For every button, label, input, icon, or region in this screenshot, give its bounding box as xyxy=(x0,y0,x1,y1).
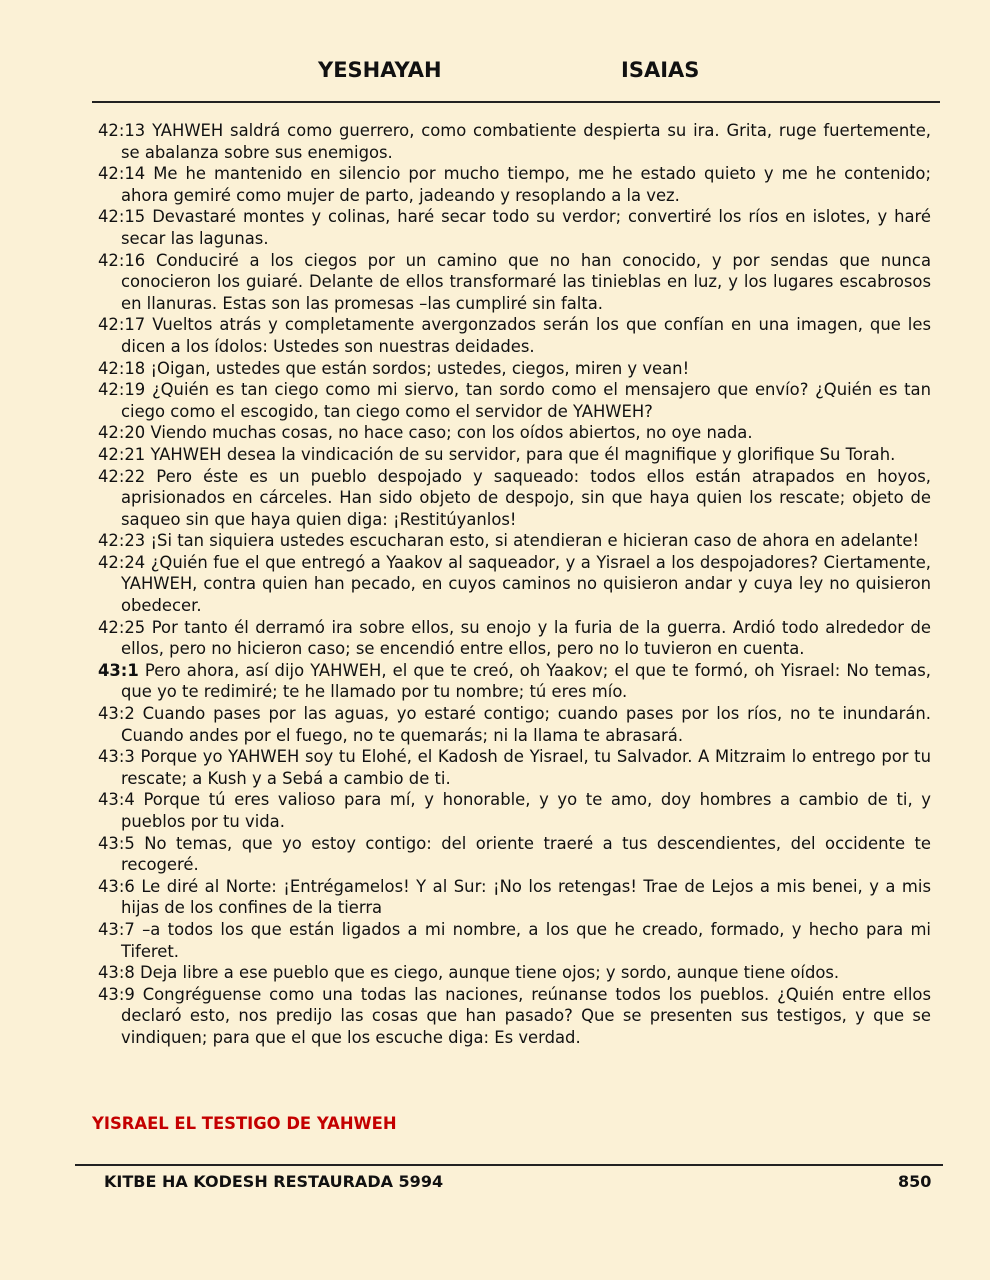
verse xyxy=(98,660,931,703)
verse xyxy=(98,422,931,444)
verse-number: 42:21 xyxy=(98,444,146,464)
verse-text: YAHWEH saldrá como guerrero, como combatiente despierta su ira. Grita, ruge fuertemente, se abalanza sobre sus enemigos. xyxy=(121,121,931,162)
verse xyxy=(98,919,931,962)
verse-number: 42:13 xyxy=(98,121,146,140)
verse-number: 42:16 xyxy=(98,250,146,270)
page-number: 850 xyxy=(898,1172,932,1191)
verse-number: 42:25 xyxy=(98,617,146,637)
verse-text: No temas, que yo estoy contigo: del oriente traeré a tus descendientes, del occidente te recogeré. xyxy=(121,833,931,875)
verse-text: Viendo muchas cosas, no hace caso; con los oídos abiertos, no oye nada. xyxy=(150,423,753,443)
verse-number: 42:20 xyxy=(98,423,146,443)
verse-text: –a todos los que están ligados a mi nombre, a los que he creado, formado, y hecho para mi Tiferet. xyxy=(121,919,931,961)
verse-number: 43:7 xyxy=(98,919,135,939)
verse-text: ¿Quién fue el que entregó a Yaakov al saqueador, y a Yisrael a los despojadores? Ciertamente, YAHWEH, contra quien han pecado, en cuyos caminos no quisieron andar y cuya ley no quisieron obedecer. xyxy=(121,552,931,616)
verse xyxy=(98,250,931,315)
verse-text: Le diré al Norte: ¡Entrégamelos! Y al Sur: ¡No los retengas! Trae de Lejos a mis benei, y a mis hijas de los confines de la tierra xyxy=(121,876,931,918)
verse-text: Congréguense como una todas las naciones, reúnanse todos los pueblos. ¿Quién entre ellos declaró esto, nos predijo las cosas que han pasado? Que se presenten sus testigos, y que se vindiquen; para que el que los escuche diga: Es verdad. xyxy=(121,984,931,1047)
verse xyxy=(98,444,931,466)
header-divider xyxy=(92,101,940,103)
verse-number: 42:24 xyxy=(98,552,146,572)
verse xyxy=(98,120,931,163)
verse xyxy=(98,703,931,746)
verse-number: 43:6 xyxy=(98,876,135,896)
header-book-hebrew: YESHAYAH xyxy=(318,58,442,82)
verse-number: 42:18 xyxy=(98,358,146,378)
verse xyxy=(98,358,931,380)
verse-text: Porque yo YAHWEH soy tu Elohé, el Kadosh de Yisrael, tu Salvador. A Mitzraim lo entrego por tu rescate; a Kush y a Sebá a cambio de ti. xyxy=(121,747,931,788)
verse xyxy=(98,530,931,552)
verse-number: 42:19 xyxy=(98,380,146,400)
footer-divider xyxy=(75,1164,943,1166)
verse xyxy=(98,379,931,422)
footer-title: KITBE HA KODESH RESTAURADA 5994 xyxy=(104,1172,444,1191)
verse-text: Vueltos atrás y completamente avergonzados serán los que confían en una imagen, que les dicen a los ídolos: Ustedes son nuestras deidades. xyxy=(121,315,931,356)
verse-text: Me he mantenido en silencio por mucho tiempo, me he estado quieto y me he contenido; ahora gemiré como mujer de parto, jadeando y resoplando a la vez. xyxy=(121,164,931,205)
verse xyxy=(98,314,931,357)
page-header xyxy=(0,58,990,90)
verse-number: 43:3 xyxy=(98,747,135,767)
verse xyxy=(98,163,931,206)
verse-text: YAHWEH desea la vindicación de su servidor, para que él magnifique y glorifique Su Torah. xyxy=(150,444,896,464)
verse-text: Por tanto él derramó ira sobre ellos, su enojo y la furia de la guerra. Ardió todo alrededor de ellos, pero no hicieron caso; se encendió entre ellos, pero no lo tuvieron en cuenta. xyxy=(121,617,931,659)
section-title: YISRAEL EL TESTIGO DE YAHWEH xyxy=(92,1114,397,1133)
header-book-spanish: ISAIAS xyxy=(621,58,700,82)
verse-text: Pero ahora, así dijo YAHWEH, el que te creó, oh Yaakov; el que te formó, oh Yisrael: No temas, que yo te redimiré; te he llamado por tu nombre; tú eres mío. xyxy=(121,660,931,702)
verse-text: Conduciré a los ciegos por un camino que no han conocido, y por sendas que nunca conocieron los guiaré. Delante de ellos transformaré las tinieblas en luz, y los lugares escabrosos en llanuras. Estas son las promesas –las cumpliré sin falta. xyxy=(121,250,931,313)
verse xyxy=(98,833,931,876)
verse-text: ¿Quién es tan ciego como mi siervo, tan sordo como el mensajero que envío? ¿Quién es tan ciego como el escogido, tan ciego como el servidor de YAHWEH? xyxy=(121,380,931,421)
verse xyxy=(98,466,931,531)
verse-number: 42:15 xyxy=(98,207,146,227)
verse-number: 42:14 xyxy=(98,164,146,184)
verse-number: 42:23 xyxy=(98,531,146,551)
verse-text: Porque tú eres valioso para mí, y honorable, y yo te amo, doy hombres a cambio de ti, y pueblos por tu vida. xyxy=(121,790,931,831)
verse-number: 43:8 xyxy=(98,963,135,983)
verse-text: Devastaré montes y colinas, haré secar todo su verdor; convertiré los ríos en islotes, y haré secar las lagunas. xyxy=(121,207,931,248)
verse-text: Deja libre a ese pueblo que es ciego, aunque tiene ojos; y sordo, aunque tiene oídos. xyxy=(140,963,840,983)
verse-text: ¡Oigan, ustedes que están sordos; ustedes, ciegos, miren y vean! xyxy=(150,358,690,378)
verse-text: ¡Si tan siquiera ustedes escucharan esto, si atendieran e hicieran caso de ahora en adelante! xyxy=(150,531,920,551)
verse-number: 43:2 xyxy=(98,704,135,724)
verse-number: 43:9 xyxy=(98,984,135,1004)
verse xyxy=(98,876,931,919)
verse-number: 43:4 xyxy=(98,790,135,810)
verse xyxy=(98,746,931,789)
verse-number: 43:1 xyxy=(98,660,139,680)
verse xyxy=(98,552,931,617)
verse-list xyxy=(98,120,931,1049)
verse xyxy=(98,617,931,660)
verse-number: 42:22 xyxy=(98,466,146,486)
verse xyxy=(98,962,931,984)
verse-text: Cuando pases por las aguas, yo estaré contigo; cuando pases por los ríos, no te inundarán. Cuando andes por el fuego, no te quemarás; ni la llama te abrasará. xyxy=(121,704,931,745)
verse xyxy=(98,206,931,249)
verse-text: Pero éste es un pueblo despojado y saqueado: todos ellos están atrapados en hoyos, aprisionados en cárceles. Han sido objeto de despojo, sin que haya quien los rescate; objeto de saqueo sin que haya quien diga: ¡Restitúyanlos! xyxy=(121,466,931,529)
verse xyxy=(98,984,931,1049)
verse xyxy=(98,789,931,832)
verse-number: 42:17 xyxy=(98,315,146,335)
verse-number: 43:5 xyxy=(98,833,135,853)
